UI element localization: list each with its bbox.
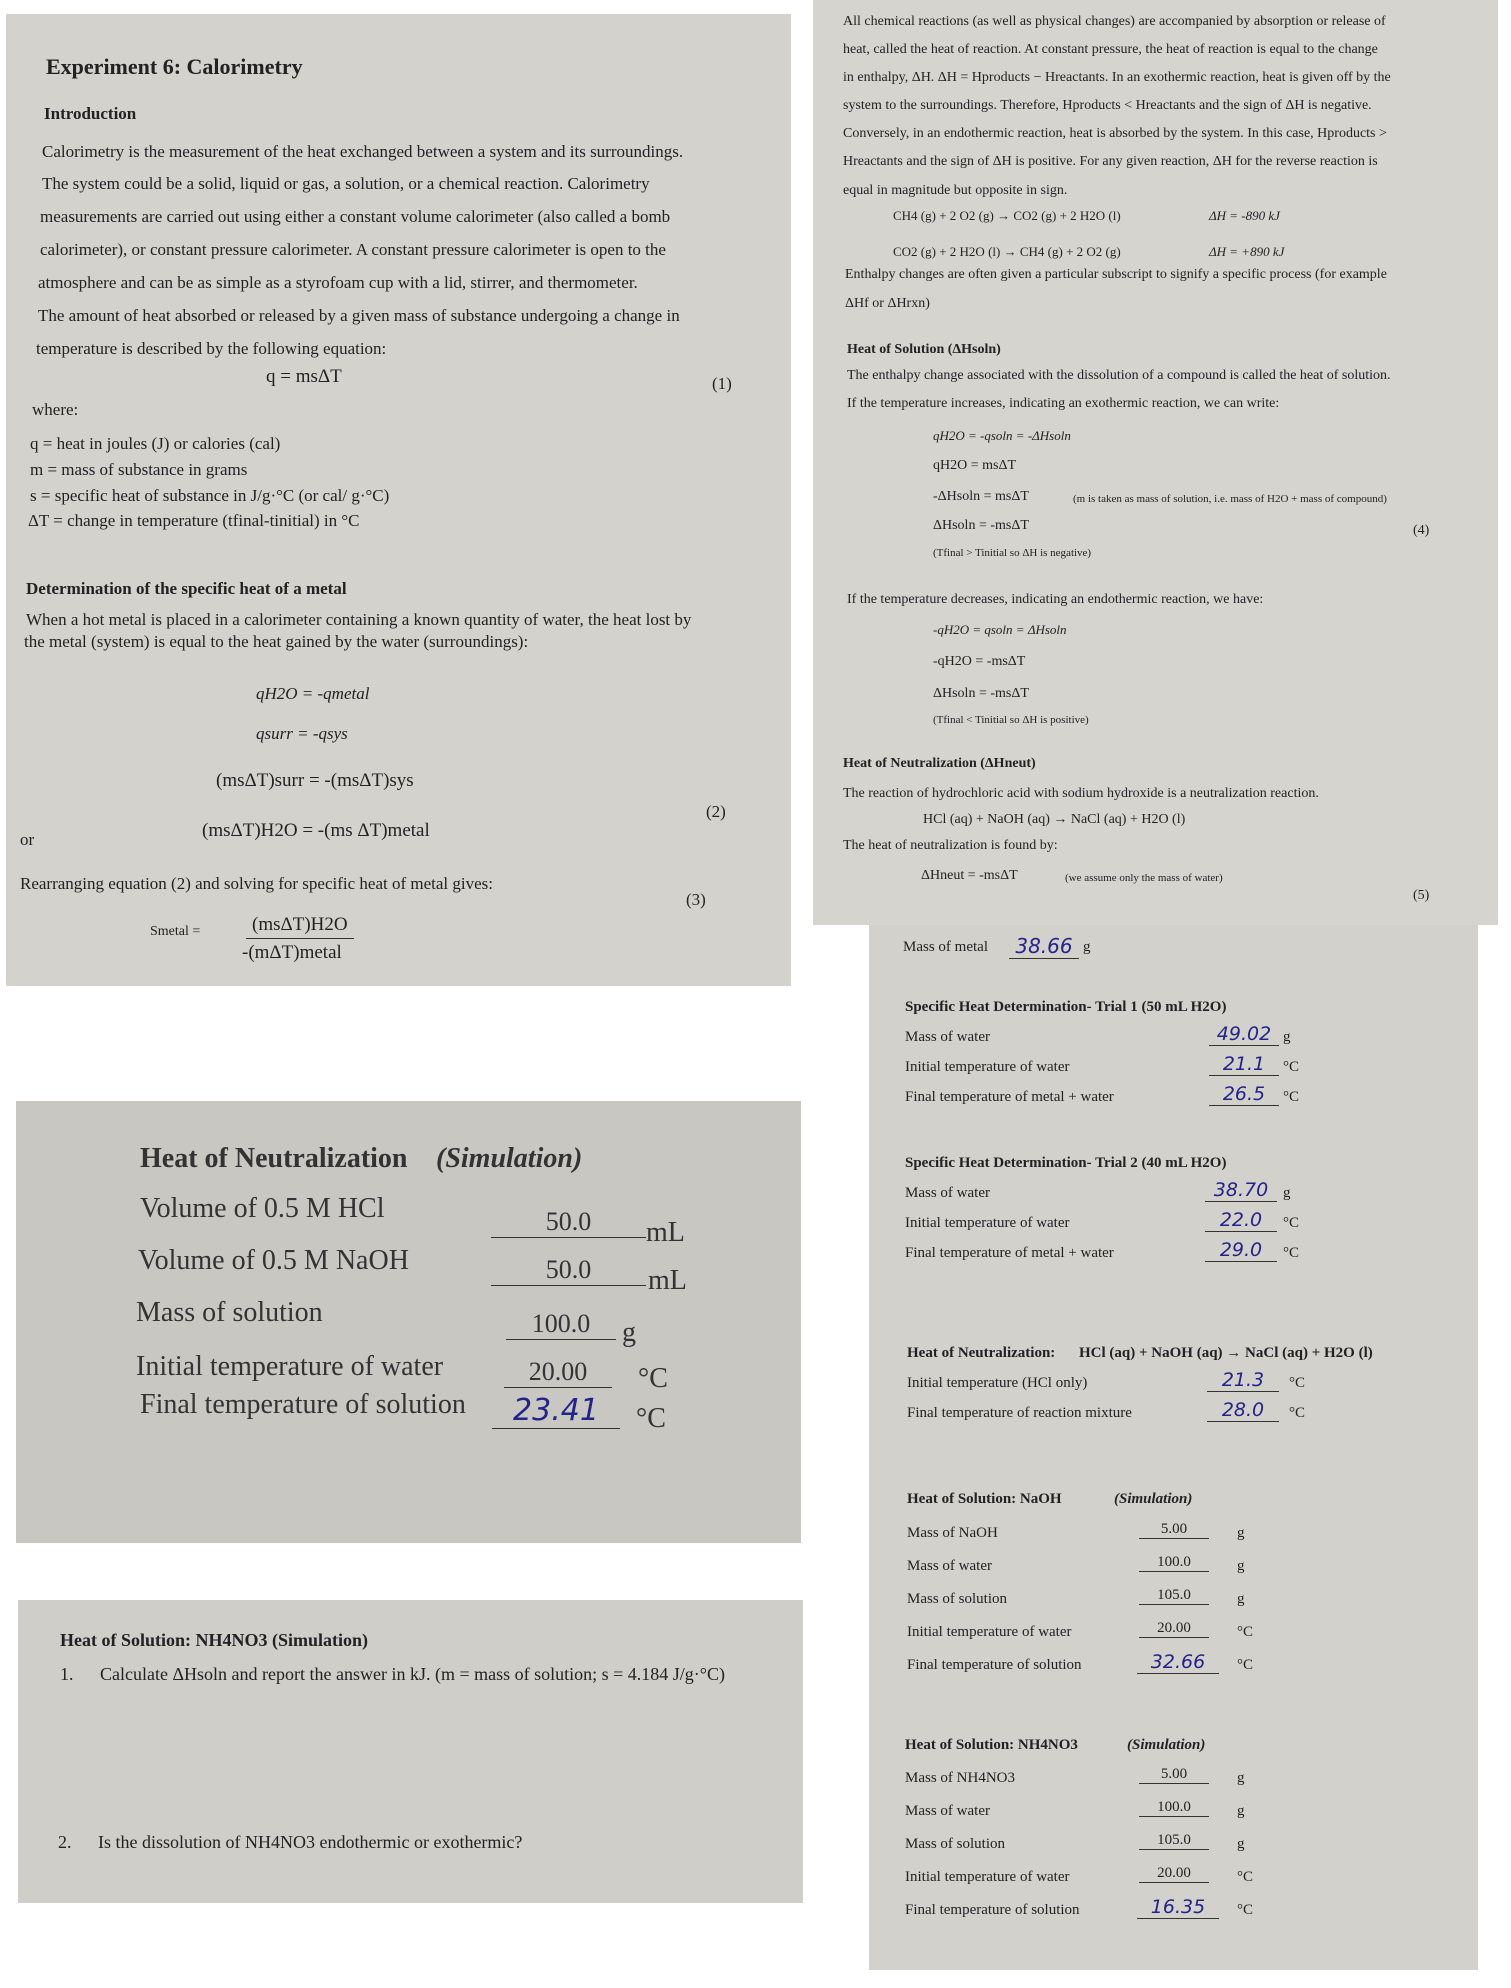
question-1-text: Calculate ΔHsoln and report the answer in kJ. (m = mass of solution; s = 4.184 J/g·°C) (100, 1664, 725, 1684)
solution-line: If the temperature increases, indicating an exothermic reaction, we can write: (847, 396, 1280, 411)
mass-of-metal-label: Mass of metal (903, 939, 988, 955)
unit: °C (636, 1403, 666, 1434)
naoh-water-value: 100.0 (1139, 1554, 1209, 1572)
nh4no3-initial-temp: 20.00 (1139, 1865, 1209, 1883)
row-label: Initial temperature of water (136, 1351, 444, 1382)
reaction-2: CO2 (g) + 2 H2O (l) → CH4 (g) + 2 O2 (g) (893, 244, 1121, 259)
unit: g (1083, 939, 1091, 955)
nh4no3-simulation-label: (Simulation) (1127, 1737, 1206, 1753)
naoh-heading: Heat of Solution: NaOH (907, 1491, 1062, 1507)
unit: °C (638, 1363, 668, 1394)
neutralization-line: The reaction of hydrochloric acid with sodium hydroxide is a neutralization reaction. (843, 786, 1319, 801)
equation-c: (msΔT)surr = -(msΔT)sys (216, 770, 414, 791)
row-label: Volume of 0.5 M HCl (140, 1193, 385, 1224)
unit: °C (1237, 1902, 1254, 1918)
enthalpy-line: system to the surroundings. Therefore, Hproducts < Hreactants and the sign of ΔH is negative. (843, 98, 1372, 113)
unit: °C (1289, 1405, 1306, 1421)
row-label: Mass of water (905, 1185, 990, 1201)
intro-line: The system could be a solid, liquid or gas, a solution, or a chemical reaction. Calorimetry (42, 174, 650, 193)
unit: °C (1283, 1215, 1300, 1231)
specific-heat-heading: Determination of the specific heat of a metal (26, 579, 347, 598)
equation-2-number: (2) (706, 802, 726, 821)
neutralization-sim-heading: Heat of Neutralization (140, 1143, 408, 1174)
definition-s: s = specific heat of substance in J/g·°C (or cal/ g·°C) (30, 486, 390, 505)
definition-dt: ΔT = change in temperature (tfinal-tinitial) in °C (28, 511, 360, 530)
row-label: Final temperature of metal + water (905, 1245, 1114, 1261)
heat-of-solution-heading: Heat of Solution (ΔHsoln) (847, 342, 1001, 357)
unit: g (1237, 1770, 1245, 1786)
neutralization-initial-temp[interactable]: 21.3 (1207, 1369, 1279, 1392)
enthalpy-subscript-line: Enthalpy changes are often given a particular subscript to signify a specific process (for example (845, 267, 1387, 282)
fraction-denominator: -(mΔT)metal (242, 942, 342, 963)
enthalpy-line: Hreactants and the sign of ΔH is positive. For any given reaction, ΔH for the reverse reaction is (843, 154, 1378, 169)
enthalpy-page-panel (813, 0, 1498, 925)
mass-of-metal-value[interactable]: 38.66 (1009, 934, 1079, 959)
unit: °C (1283, 1089, 1300, 1105)
naoh-solution-value: 105.0 (1139, 1587, 1209, 1605)
unit: g (1237, 1836, 1245, 1852)
enthalpy-subscript-line: ΔHf or ΔHrxn) (845, 296, 930, 311)
reaction-1: CH4 (g) + 2 O2 (g) → CO2 (g) + 2 H2O (l) (893, 208, 1121, 223)
unit: g (1237, 1591, 1245, 1607)
hcl-volume-value: 50.0 (491, 1207, 646, 1238)
unit: mL (648, 1265, 687, 1296)
row-label: Mass of solution (907, 1591, 1008, 1607)
exo-note: (Tfinal > Tinitial so ΔH is negative) (933, 547, 1092, 559)
equation-b: qsurr = -qsys (256, 724, 348, 743)
endothermic-line: If the temperature decreases, indicating an endothermic reaction, we have: (847, 592, 1264, 607)
naoh-initial-temp: 20.00 (1139, 1620, 1209, 1638)
exo-eq: -ΔHsoln = msΔT (933, 489, 1029, 504)
equation-d: (msΔT)H2O = -(ms ΔT)metal (202, 820, 430, 841)
question-1-number: 1. (60, 1664, 74, 1684)
exo-eq: qH2O = -qsoln = -ΔHsoln (933, 428, 1071, 443)
neutralization-reaction: HCl (aq) + NaOH (aq) → NaCl (aq) + H2O (l) (923, 812, 1186, 827)
unit: °C (1283, 1245, 1300, 1261)
experiment-title: Experiment 6: Calorimetry (46, 54, 303, 79)
heat-of-neutralization-heading: Heat of Neutralization (ΔHneut) (843, 756, 1036, 771)
row-label: Initial temperature of water (905, 1059, 1070, 1075)
neutralization-line: The heat of neutralization is found by: (843, 838, 1058, 853)
endo-eq: ΔHsoln = -msΔT (933, 686, 1029, 701)
intro-line: Calorimetry is the measurement of the heat exchanged between a system and its surroundings. (42, 142, 684, 161)
unit: g (1283, 1185, 1291, 1201)
heat-of-neutralization-heading: Heat of Neutralization: (907, 1345, 1056, 1361)
definition-q: q = heat in joules (J) or calories (cal) (30, 434, 281, 453)
final-temp-value[interactable]: 23.41 (492, 1393, 620, 1429)
data-sheet-panel (869, 925, 1478, 1970)
s-metal-label: Smetal = (150, 924, 201, 939)
trial-2-final-temp[interactable]: 29.0 (1205, 1239, 1277, 1262)
enthalpy-line: All chemical reactions (as well as physical changes) are accompanied by absorption or release of (843, 14, 1386, 29)
enthalpy-line: heat, called the heat of reaction. At constant pressure, the heat of reaction is equal to the change (843, 42, 1378, 57)
nh4no3-water-value: 100.0 (1139, 1799, 1209, 1817)
intro-line: temperature is described by the following equation: (36, 339, 387, 358)
naoh-volume-value: 50.0 (491, 1255, 646, 1286)
trial-1-initial-temp[interactable]: 21.1 (1209, 1053, 1279, 1076)
endo-eq: -qH2O = qsoln = ΔHsoln (933, 622, 1067, 637)
row-label: Final temperature of solution (907, 1657, 1082, 1673)
unit: °C (1289, 1375, 1306, 1391)
naoh-mass-value: 5.00 (1139, 1521, 1209, 1539)
row-label: Mass of water (905, 1029, 990, 1045)
neutralization-reaction: HCl (aq) + NaOH (aq) → NaCl (aq) + H2O (l) (1079, 1345, 1373, 1361)
row-label: Mass of water (905, 1803, 990, 1819)
endo-eq: -qH2O = -msΔT (933, 654, 1026, 669)
intro-line: atmosphere and can be as simple as a styrofoam cup with a lid, stirrer, and thermometer. (38, 273, 638, 292)
row-label: Final temperature of solution (140, 1389, 466, 1420)
row-label: Final temperature of reaction mixture (907, 1405, 1132, 1421)
enthalpy-line: in enthalpy, ΔH. ΔH = Hproducts − Hreactants. In an exothermic reaction, heat is given off by the (843, 70, 1391, 85)
enthalpy-line: equal in magnitude but opposite in sign. (843, 183, 1068, 198)
row-label: Mass of NH4NO3 (905, 1770, 1015, 1786)
neutralization-final-temp[interactable]: 28.0 (1207, 1399, 1279, 1422)
row-label: Mass of NaOH (907, 1525, 998, 1541)
unit: g (1283, 1029, 1291, 1045)
row-label: Mass of solution (905, 1836, 1006, 1852)
nh4no3-heading: Heat of Solution: NH4NO3 (905, 1737, 1078, 1753)
trial-1-mass-water[interactable]: 49.02 (1209, 1023, 1279, 1046)
solution-mass-value: 100.0 (506, 1309, 616, 1340)
reaction-2-dh: ΔH = +890 kJ (1209, 244, 1285, 259)
questions-heading: Heat of Solution: NH4NO3 (Simulation) (60, 1630, 369, 1650)
unit: °C (1237, 1624, 1254, 1640)
questions-panel (18, 1600, 803, 1903)
naoh-final-temp[interactable]: 32.66 (1137, 1651, 1219, 1674)
row-label: Volume of 0.5 M NaOH (138, 1245, 409, 1276)
unit: g (622, 1317, 636, 1348)
row-label: Mass of water (907, 1558, 992, 1574)
definition-m: m = mass of substance in grams (30, 460, 248, 479)
unit: g (1237, 1803, 1245, 1819)
neutralization-equation: ΔHneut = -msΔT (921, 868, 1018, 883)
endo-note: (Tfinal < Tinitial so ΔH is positive) (933, 714, 1089, 726)
trial-1-final-temp[interactable]: 26.5 (1209, 1083, 1279, 1106)
neutralization-simulation-panel (16, 1101, 801, 1543)
where-label: where: (32, 400, 79, 419)
row-label: Final temperature of solution (905, 1902, 1080, 1918)
equation-3-number: (3) (686, 890, 706, 909)
rearranging-text: Rearranging equation (2) and solving for specific heat of metal gives: (20, 874, 494, 893)
intro-heading: Introduction (44, 104, 137, 123)
intro-line: calorimeter), or constant pressure calorimeter. A constant pressure calorimeter is open to the (40, 240, 666, 259)
nh4no3-mass-value: 5.00 (1139, 1766, 1209, 1784)
trial-2-heading: Specific Heat Determination- Trial 2 (40 mL H2O) (905, 1155, 1227, 1171)
equation-a: qH2O = -qmetal (256, 684, 370, 703)
equation-4-number: (4) (1413, 523, 1430, 538)
solution-line: The enthalpy change associated with the dissolution of a compound is called the heat of solution. (847, 368, 1391, 383)
trial-1-heading: Specific Heat Determination- Trial 1 (50 mL H2O) (905, 999, 1227, 1015)
reaction-1-dh: ΔH = -890 kJ (1209, 208, 1280, 223)
fraction-numerator: (msΔT)H2O (246, 914, 354, 939)
unit: °C (1237, 1657, 1254, 1673)
equation-1: q = msΔT (266, 366, 342, 387)
trial-2-initial-temp[interactable]: 22.0 (1205, 1209, 1277, 1232)
row-label: Initial temperature of water (907, 1624, 1072, 1640)
unit: °C (1283, 1059, 1300, 1075)
intro-line: The amount of heat absorbed or released by a given mass of substance undergoing a change in (38, 306, 680, 325)
neutralization-note: (we assume only the mass of water) (1065, 872, 1223, 884)
or-label: or (20, 830, 35, 849)
row-label: Mass of solution (136, 1297, 323, 1328)
unit: mL (646, 1217, 685, 1248)
unit: °C (1237, 1869, 1254, 1885)
exo-eq: ΔHsoln = -msΔT (933, 518, 1029, 533)
unit: g (1237, 1525, 1245, 1541)
trial-2-mass-water[interactable]: 38.70 (1205, 1179, 1277, 1202)
row-label: Initial temperature of water (905, 1215, 1070, 1231)
row-label: Initial temperature (HCl only) (907, 1375, 1088, 1391)
equation-1-number: (1) (712, 374, 732, 393)
exo-eq: qH2O = msΔT (933, 458, 1017, 473)
question-2-number: 2. (58, 1832, 72, 1852)
naoh-simulation-label: (Simulation) (1114, 1491, 1193, 1507)
exo-mass-note: (m is taken as mass of solution, i.e. mass of H2O + mass of compound) (1073, 493, 1387, 505)
nh4no3-solution-value: 105.0 (1139, 1832, 1209, 1850)
specific-heat-line: When a hot metal is placed in a calorimeter containing a known quantity of water, the heat lost by (26, 610, 692, 629)
neutralization-sim-label: (Simulation) (436, 1143, 583, 1174)
intro-page-panel (6, 14, 791, 986)
row-label: Final temperature of metal + water (905, 1089, 1114, 1105)
row-label: Initial temperature of water (905, 1869, 1070, 1885)
initial-temp-value: 20.00 (504, 1357, 612, 1388)
nh4no3-final-temp[interactable]: 16.35 (1137, 1896, 1219, 1919)
enthalpy-line: Conversely, in an endothermic reaction, heat is absorbed by the system. In this case, Hproducts > (843, 126, 1387, 141)
specific-heat-line: the metal (system) is equal to the heat gained by the water (surroundings): (24, 632, 529, 651)
intro-line: measurements are carried out using either a constant volume calorimeter (also called a bomb (40, 207, 671, 226)
question-2-text: Is the dissolution of NH4NO3 endothermic or exothermic? (98, 1832, 523, 1852)
unit: g (1237, 1558, 1245, 1574)
equation-5-number: (5) (1413, 888, 1430, 903)
